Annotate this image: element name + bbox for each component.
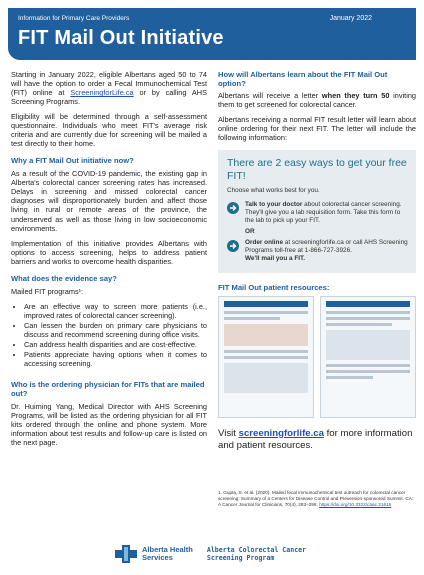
visit-website-note: Visit screeningforlife.ca for more information and patient resources.: [218, 427, 413, 451]
eligibility-paragraph: Eligibility will be determined through a self-assessment questionnaire. Individuals who meet FIT's average risk criteria and are currently due for screening will be mailed a test directly to their home.: [11, 112, 207, 149]
patient-resources-thumbnails: [218, 296, 416, 418]
learn-paragraph-1: Albertans will receive a letter when they turn 50 inviting them to get screened for colorectal cancer.: [218, 91, 416, 110]
footer-logos: [115, 545, 306, 563]
free-fit-callout: [218, 150, 416, 272]
evidence-heading: What does the evidence say?: [11, 273, 117, 283]
header-banner: [8, 8, 416, 60]
or-separator: OR: [245, 227, 255, 235]
option-order-online: Order online at screeningforlife.ca or call AHS Screening Programs toll-free at 1-866-727-3926. We'll mail you a FIT.: [227, 239, 408, 263]
footnote-citation: 1. Gupta, S. et al. (2020). Mailed fecal immunochemical test outreach for colorectal cancer screening: Summary of a Centers for Disease Control and Prevention-sponsored Summit. CA: A Cancer Journal for Clinicians, 70(4), 283–298. https://doi.org/10.3322/caac.21615: [218, 490, 414, 508]
ahs-logo-text: Alberta Health Services: [142, 544, 193, 562]
evidence-list: [11, 302, 207, 368]
learn-heading: How will Albertans learn about the FIT Mail Out option?: [218, 70, 388, 89]
screeningforlife-link[interactable]: screeningforlife.ca: [238, 427, 324, 439]
ordering-physician-heading: Who is the ordering physician for FITs that are mailed out?: [11, 380, 205, 399]
intro-paragraph: Starting in January 2022, eligible Albertans aged 50 to 74 will have the option to order a Fecal Immunochemical Test (FIT) online at ScreeningforLife.ca or by calling AHS Screening Programs.: [11, 70, 207, 107]
screeningforlife-link[interactable]: ScreeningforLife.ca: [70, 88, 134, 98]
ordering-physician-paragraph: Dr. Huiming Yang, Medical Director with AHS Screening Programs, will be listed as the ordering physician for all FIT kits ordered through the online and phone system. More information about test results and follow-up care is listed on the next page.: [11, 402, 207, 448]
option-talk-to-doctor: Talk to your doctor about colorectal cancer screening. They'll give you a lab requisition form. Take this form to the lab to pick up your FIT.: [227, 201, 408, 225]
learn-paragraph-2: Albertans receiving a normal FIT result letter will learn about online ordering for their next FIT. The letter will include the following information:: [218, 115, 416, 143]
publication-date: January 2022: [329, 15, 372, 22]
resource-thumbnail: [218, 296, 314, 418]
evidence-item: • Can address health disparities and are cost-effective.: [24, 340, 207, 349]
right-column: [218, 70, 416, 452]
doi-link[interactable]: https://doi.org/10.3322/caac.21615: [319, 502, 392, 508]
program-name: Alberta Colorectal Cancer Screening Program: [206, 545, 307, 562]
page-title: FIT Mail Out Initiative: [18, 27, 224, 49]
arrow-right-icon: [227, 240, 239, 252]
resources-heading: FIT Mail Out patient resources:: [218, 282, 330, 292]
ahs-logo-icon: [115, 545, 137, 563]
evidence-item: • Patients appreciate having options when it comes to accessing screening.: [24, 350, 207, 368]
callout-title: There are 2 easy ways to get your free FIT!: [227, 157, 407, 182]
evidence-item: • Can lessen the burden on primary care physicians to discuss and recommend screening during office visits.: [24, 321, 207, 339]
callout-subtitle: Choose what works best for you.: [227, 186, 320, 194]
left-column: [11, 70, 207, 453]
resource-thumbnail: [320, 296, 416, 418]
evidence-intro: Mailed FIT programs¹:: [11, 286, 84, 296]
why-paragraph-2: Implementation of this initiative provides Albertans with options to access screening, helps to address patient barriers and works to overcome health disparities.: [11, 238, 207, 266]
why-paragraph-1: As a result of the COVID-19 pandemic, the existing gap in Alberta's colorectal cancer screening rates has increased. Delays in screening and missed colorectal cancer diagnoses will disproportionately burden and affect those living in rural or remote areas of the province, the underserved as well as those living in low socioeconomic environments.: [11, 169, 207, 233]
why-heading: Why a FIT Mail Out initiative now?: [11, 156, 134, 166]
arrow-right-icon: [227, 202, 239, 214]
audience-label: Information for Primary Care Providers: [18, 15, 130, 22]
evidence-item: • Are an effective way to screen more patients (i.e., improved rates of colorectal cancer screening).: [24, 302, 207, 320]
